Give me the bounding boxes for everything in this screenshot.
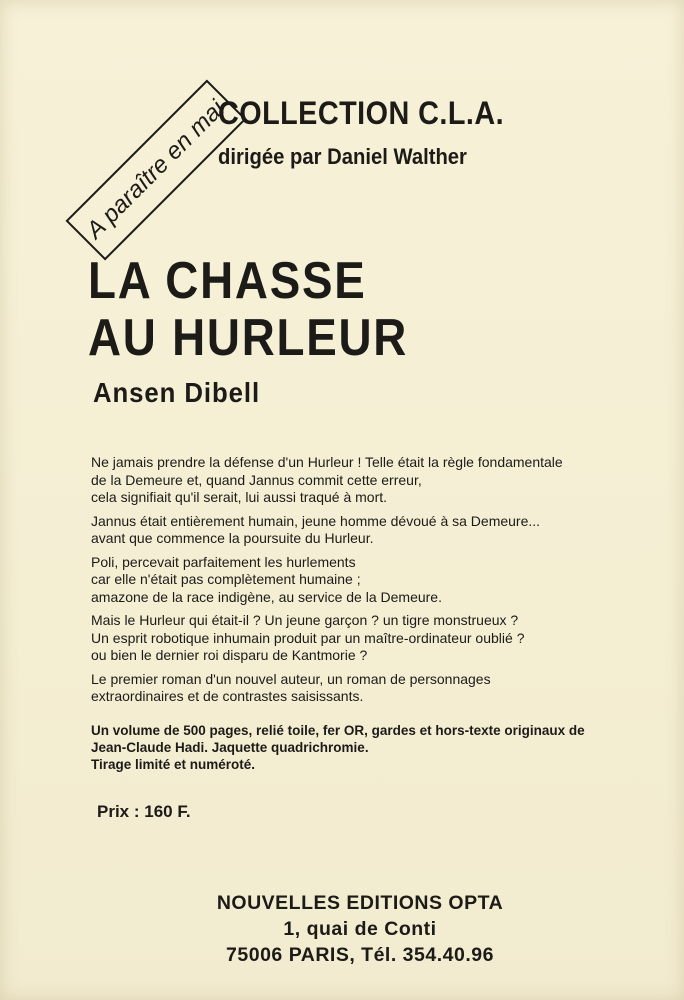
- description-line: cela signifiait qu'il serait, lui aussi traqué à mort.: [91, 489, 388, 505]
- publisher-street: 1, quai de Conti: [283, 918, 437, 940]
- description-line: de la Demeure et, quand Jannus commit cette erreur,: [91, 471, 422, 488]
- volume-line: Jean-Claude Hadi. Jaquette quadrichromie.: [91, 740, 369, 755]
- volume-details: [91, 722, 661, 773]
- book-author: Ansen Dibell: [93, 377, 261, 408]
- release-stamp-text: A paraître en mai: [81, 95, 230, 244]
- description-line: extraordinaires et de contrastes saisissants.: [91, 688, 364, 704]
- description-line: car elle n'était pas complètement humaine ;: [91, 571, 361, 587]
- volume-line: Tirage limité et numéroté.: [91, 757, 256, 772]
- publisher-city: 75006 PARIS, Tél. 354.40.96: [226, 944, 494, 966]
- book-title: [88, 253, 408, 367]
- price: Prix : 160 F.: [97, 802, 191, 821]
- publisher-block: [150, 890, 570, 968]
- description-paragraph: [91, 454, 651, 507]
- description-line: Un esprit robotique inhumain produit par un maître-ordinateur oublié ?: [91, 629, 525, 646]
- book-title-line-2: AU HURLEUR: [88, 309, 409, 367]
- collection-name: COLLECTION C.L.A.: [218, 95, 505, 131]
- publisher-name: NOUVELLES EDITIONS OPTA: [216, 892, 504, 914]
- description-line: Jannus était entièrement humain, jeune homme dévoué à sa Demeure...: [91, 512, 541, 529]
- description-paragraph: [91, 554, 651, 607]
- collection-director: dirigée par Daniel Walther: [218, 144, 467, 169]
- description-line: amazone de la race indigène, au service de la Demeure.: [91, 588, 442, 605]
- description-paragraph: [91, 612, 651, 665]
- description-line: avant que commence la poursuite du Hurleur.: [91, 530, 374, 546]
- description-line: Ne jamais prendre la défense d'un Hurleur ! Telle était la règle fondamentale: [91, 454, 563, 470]
- description-line: ou bien le dernier roi disparu de Kantmorie ?: [91, 647, 368, 663]
- description-line: Mais le Hurleur qui était-il ? Un jeune garçon ? un tigre monstrueux ?: [91, 612, 519, 628]
- description-line: Poli, percevait parfaitement les hurlements: [91, 553, 356, 570]
- description-line: Le premier roman d'un nouvel auteur, un roman de personnages: [91, 670, 491, 687]
- volume-line: Un volume de 500 pages, relié toile, fer OR, gardes et hors-texte originaux de: [91, 723, 585, 738]
- description-paragraph: [91, 513, 651, 548]
- book-description: [91, 454, 651, 712]
- description-paragraph: [91, 671, 651, 706]
- book-title-line-1: LA CHASSE: [88, 252, 367, 310]
